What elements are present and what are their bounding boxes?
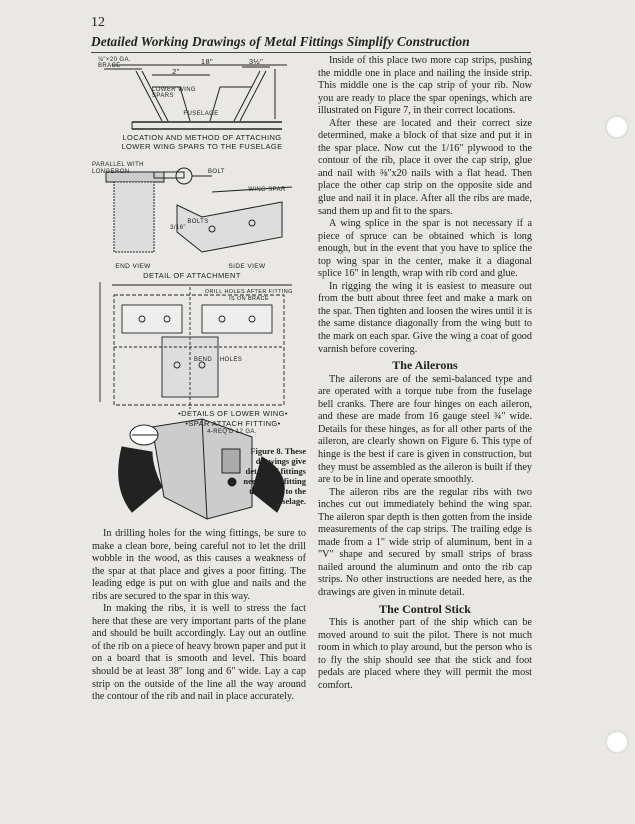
detail-attachment-label: DETAIL OF ATTACHMENT <box>143 271 241 280</box>
figure-caption: Figure 8. These drawings give details of fittings needed for fitting the wings to the fuselage. <box>243 446 306 506</box>
control-stick-heading: The Control Stick <box>379 601 471 616</box>
paragraph: In rigging the wing it is easiest to measure out from the butt about three feet and make a mark on the spar. Then tighten and loosen the wires until it is the same distance diagonally from the wing butt to the mark on each spar. Give the wing a coat of good varnish before covering. <box>318 280 532 355</box>
page-header: Detailed Working Drawings of Metal Fittings Simplify Construction <box>91 34 470 49</box>
wing-spar-label: WING SPAR <box>248 187 286 193</box>
details-lower-label: •DETAILS OF LOWER WING• <box>178 409 288 418</box>
end-view-label: END VIEW <box>115 263 151 270</box>
drill-holes-label: DRILL HOLES AFTER FITTING IS ON BRACE <box>205 289 293 302</box>
paragraph: The aileron ribs are the regular ribs with two inches cut out immediately behind the wing spar. The aileron spar depth is then gotten from the inside measurements of the cap strips. The trailing edge is made from a 1" wide strip of aluminum, bent in a "V" shape and secured by small strips of brass nailed around the aluminum and onto the rib cap strips. No other instructions are needed here, as the drawings are given in minute detail. <box>318 486 532 598</box>
paragraph: This is another part of the ship which can be moved around to suit the pilot. There is not much room in which to play around, but the person who is to fly the ship should see that the stick and foot pedals are placed where they will permit the most comfort. <box>318 617 532 691</box>
ailerons-heading: The Ailerons <box>392 358 458 373</box>
header-rule <box>91 52 531 53</box>
right-column <box>318 55 532 692</box>
paragraph: In making the ribs, it is well to stress the fact here that these are very important parts of the plane and should be built accordingly. Lay out an outline of the rib on a piece of heavy brown paper and put it on a board that is smooth and level. This board should be at least 38" long and 6" wide. Lay a cap strip on the outside of the line all the way around the contour of the rib and nail in place accurately. <box>92 603 306 703</box>
bend-label: BEND <box>193 357 213 363</box>
holes-label: HOLES <box>219 357 243 363</box>
req-label: 4-REQ'D 12 GA. <box>207 429 257 435</box>
paragraph: The ailerons are of the semi-balanced type and are operated with a torque tube from the fuselage bell cranks. There are four hinges on each aileron, and these are made from 16 gauge steel ¾" wide. Details for these hinges, as for all other parts of the aileron, are clearly shown on Figure 6. This type of hinge is the best if care is given in construction, but they must be assembled as the aileron is built if they are to be in line and operate smoothly. <box>318 373 532 486</box>
dim-2-label: 2" <box>172 67 180 76</box>
attachment-views <box>106 168 292 252</box>
spar-attach-label: •SPAR ATTACH FITTING• <box>185 419 281 428</box>
fuselage-label: FUSELAGE <box>183 111 219 117</box>
left-column <box>92 528 306 704</box>
bolt-label: BOLT <box>208 169 225 175</box>
location-caption: LOCATION AND METHOD OF ATTACHING LOWER WING SPARS TO THE FUSELAGE <box>121 133 283 151</box>
lower-wing-spars-label: LOWER WING SPARS <box>152 87 196 99</box>
gauge-label: ⅛"×20 GA. BRACE <box>98 57 131 69</box>
page-number: 12 <box>91 15 105 30</box>
paragraph: After these are located and their correct size determined, make a block of that size and put it in the spar place. Now cut the 1/16" plywood to the contour of the rib, place it over the cap strip, glue and nail with ⅜"x20 nails with a flat head. Then place the other cap strip on the opposite side and glue and nail it in place. After all the ribs are made, sand them up and fit to the spars. <box>318 117 532 217</box>
dim-18-label: 18" <box>200 57 214 66</box>
bolt-size-label: 3/16" <box>170 225 186 231</box>
paragraph: Inside of this place two more cap strips, pushing the middle one in place and nailing the inside strip. This middle one is the cap strip of your rib. Now you are ready to place the spar openings, which are illustrated on Figure 7, in their correct locations. <box>318 55 532 117</box>
bolts-label: BOLTS <box>187 219 209 225</box>
binder-hole <box>606 116 628 138</box>
parallel-label: PARALLEL WITH LONGERON <box>92 162 144 175</box>
paragraph: A wing splice in the spar is not necessary if a piece of spruce can be obtained which is long enough, but in the event that you have to splice the top wing spar in the center, make it a diagonal splice 16" in length, wrap with rib cord and glue. <box>318 218 532 280</box>
dim-3-5-label: 3½" <box>248 57 264 66</box>
binder-hole <box>606 731 628 753</box>
paragraph: In drilling holes for the wing fittings, be sure to make a clean bore, being careful not to let the drill wobble in the wood, as this causes a weakness of the spar at that place and gives a poor fitting. The leading edge is put on with glue and nails and the ribs are secured to the spar in this way. <box>92 528 306 602</box>
side-view-label: SIDE VIEW <box>228 263 266 270</box>
